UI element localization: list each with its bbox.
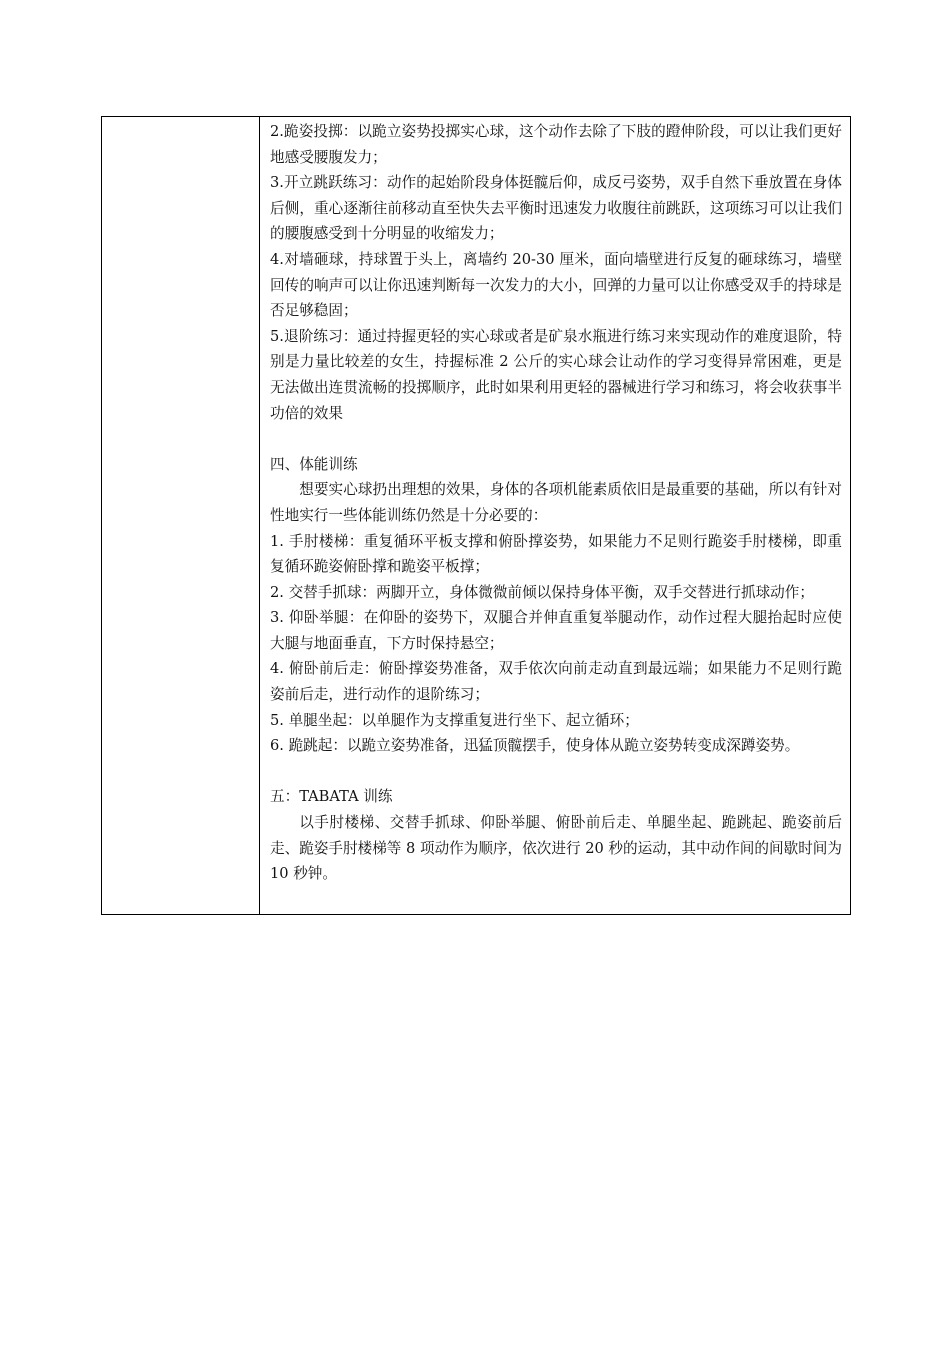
- fitness-item-5: 5. 单腿坐起：以单腿作为支撑重复进行坐下、起立循环；: [270, 711, 639, 729]
- paragraph-item-2: 2.跪姿投掷：以跪立姿势投掷实心球，这个动作去除了下肢的蹬伸阶段，可以让我们更好地感受腰腹发力；: [270, 123, 842, 166]
- paragraph-item-5: 5.退阶练习：通过持握更轻的实心球或者是矿泉水瓶进行练习来实现动作的难度退阶，特别是力量比较差的女生，持握标准 2 公斤的实心球会让动作的学习变得异常困难，更是无法做出连贯流畅的投掷顺序，此时如果利用更轻的器械进行学习和练习，将会收获事半功倍的效果: [270, 327, 842, 422]
- content-table: [101, 116, 851, 915]
- section-heading-fitness: 四、体能训练: [270, 455, 358, 473]
- blank-line: [270, 759, 842, 785]
- table-left-cell: [102, 117, 260, 914]
- table-content-cell: [260, 117, 850, 914]
- fitness-item-1: 1. 手肘楼梯：重复循环平板支撑和俯卧撑姿势，如果能力不足则行跪姿手肘楼梯，即重复循环跪姿俯卧撑和跪姿平板撑；: [270, 532, 842, 576]
- tabata-paragraph: 以手肘楼梯、交替手抓球、仰卧举腿、俯卧前后走、单腿坐起、跪跳起、跪姿前后走、跪姿手肘楼梯等 8 项动作为顺序，依次进行 20 秒的运动，其中动作间的间歇时间为 10 秒钟。: [270, 814, 842, 883]
- fitness-item-6: 6. 跪跳起：以跪立姿势准备，迅猛顶髋摆手，使身体从跪立姿势转变成深蹲姿势。: [270, 737, 800, 755]
- section-heading-tabata: 五：TABATA 训练: [270, 788, 393, 806]
- paragraph-item-3: 3.开立跳跃练习：动作的起始阶段身体挺髋后仰，成反弓姿势，双手自然下垂放置在身体后侧，重心逐渐往前移动直至快失去平衡时迅速发力收腹往前跳跃，这项练习可以让我们的腰腹感受到十分明显的收缩发力；: [270, 174, 842, 243]
- blank-line: [270, 426, 842, 452]
- fitness-item-4: 4. 俯卧前后走：俯卧撑姿势准备，双手依次向前走动直到最远端；如果能力不足则行跪姿前后走，进行动作的退阶练习；: [270, 660, 842, 704]
- paragraph-item-4: 4.对墙砸球，持球置于头上，离墙约 20-30 厘米，面向墙壁进行反复的砸球练习，墙壁回传的响声可以让你迅速判断每一次发力的大小，回弹的力量可以让你感受双手的持球是否足够稳固；: [270, 250, 842, 320]
- fitness-item-3: 3. 仰卧举腿：在仰卧的姿势下，双腿合并伸直重复举腿动作，动作过程大腿抬起时应使大腿与地面垂直，下方时保持悬空；: [270, 609, 842, 652]
- fitness-item-2: 2. 交替手抓球：两脚开立，身体微微前倾以保持身体平衡，双手交替进行抓球动作；: [270, 583, 814, 601]
- fitness-intro-paragraph: 想要实心球扔出理想的效果，身体的各项机能素质依旧是最重要的基础，所以有针对性地实行一些体能训练仍然是十分必要的：: [270, 481, 842, 524]
